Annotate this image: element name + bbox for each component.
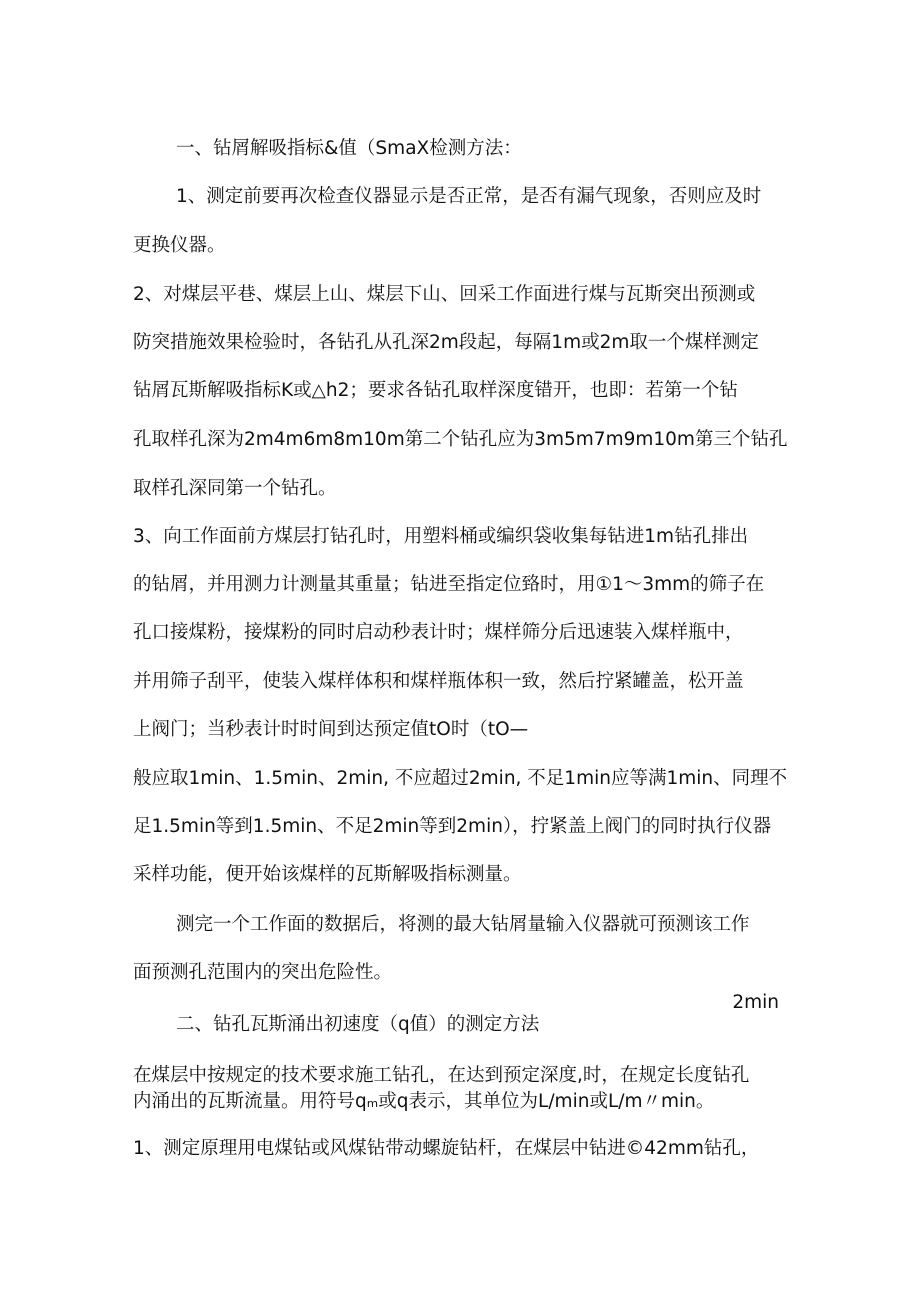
paragraph-line: 的钻屑，并用测力计测量其重量；钻进至指定位臵时，用①1〜3mm的筛子在 [133, 574, 765, 595]
paragraph-line: 足1.5min等到1.5min、不足2min等到2min），拧紧盖上阀门的同时执行仪器 [133, 816, 772, 837]
paragraph-line: 1、测定前要再次检查仪器显示是否正常，是否有漏气现象，否则应及时 [176, 186, 762, 207]
paragraph-line: 内涌出的瓦斯流量。用符号qₘ或q表示，其单位为L/min或L/m〃min。 [133, 1091, 715, 1112]
paragraph-line: 采样功能，便开始该煤样的瓦斯解吸指标测量。 [133, 864, 522, 885]
paragraph-line: 更换仪器。 [133, 235, 226, 256]
paragraph-line: 防突措施效果检验时，各钻孔从孔深2m段起，每隔1m或2m取一个煤样测定 [133, 332, 759, 353]
paragraph-line: 钻屑瓦斯解吸指标K或△h2；要求各钻孔取样深度错开，也即：若第一个钻 [133, 380, 738, 401]
floating-note: 2min [732, 992, 779, 1013]
paragraph-line: 般应取1min、1.5min、2min, 不应超过2min, 不足1min应等满1min、同理不 [133, 768, 788, 789]
paragraph-line: 孔口接煤粉，接煤粉的同时启动秒表计时；煤样筛分后迅速装入煤样瓶中， [133, 622, 744, 643]
paragraph-line: 2、对煤层平巷、煤层上山、煤层下山、回采工作面进行煤与瓦斯突出预测或 [133, 284, 756, 305]
paragraph-line: 测完一个工作面的数据后，将测的最大钻屑量输入仪器就可预测该工作 [176, 914, 750, 935]
paragraph-line: 并用筛子刮平，使装入煤样体积和煤样瓶体积一致，然后拧紧罐盖，松开盖 [133, 671, 744, 692]
paragraph-line: 1、测定原理用电煤钻或风煤钻带动螺旋钻杆，在煤层中钻进©42mm钻孔， [133, 1138, 760, 1159]
paragraph-line: 取样孔深同第一个钻孔。 [133, 478, 337, 499]
paragraph-line: 面预测孔范围内的突出危险性。 [133, 962, 393, 983]
section-heading-2: 二、钻孔瓦斯涌出初速度（q值）的测定方法 [176, 1014, 540, 1035]
paragraph-line: 在煤层中按规定的技术要求施工钻孔，在达到预定深度,时，在规定长度钻孔 [133, 1065, 750, 1086]
section-heading-1: 一、钻屑解吸指标&值（SmaX检测方法： [176, 138, 522, 159]
paragraph-line: 3、向工作面前方煤层打钻孔时，用塑料桶或编织袋收集每钻进1m钻孔排出 [133, 526, 749, 547]
paragraph-line: 上阀门；当秒表计时时间到达预定值tO时（tO— [133, 719, 529, 740]
paragraph-line: 孔取样孔深为2m4m6m8m10m第二个钻孔应为3m5m7m9m10m第三个钻孔 [133, 429, 788, 450]
